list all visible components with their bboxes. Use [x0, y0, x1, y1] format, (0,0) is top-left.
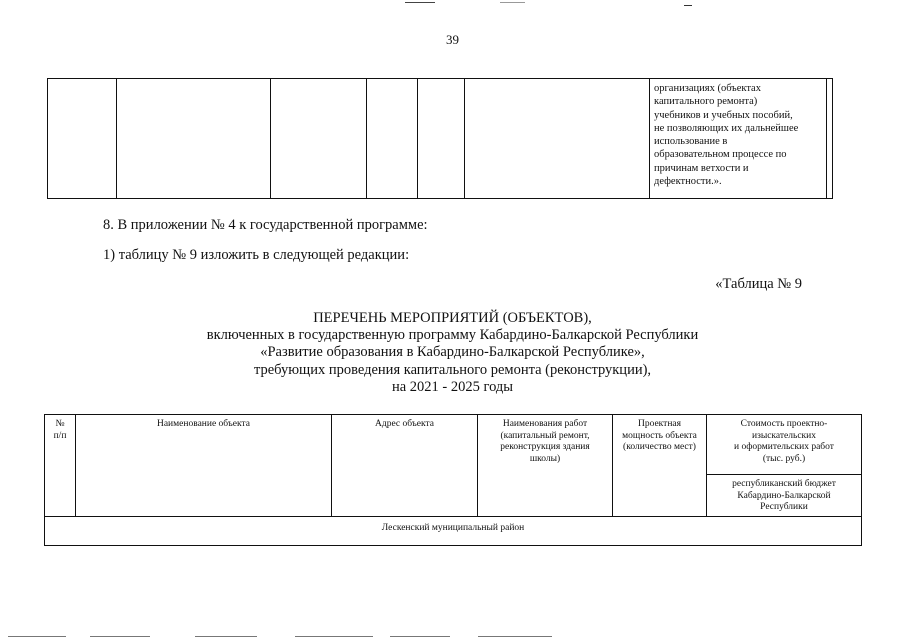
header-line: п/п — [53, 430, 67, 441]
header-line: Наименования работ — [502, 419, 588, 429]
header-line: № — [55, 419, 65, 429]
header-address — [332, 415, 478, 517]
scan-mark — [478, 636, 552, 637]
scan-mark — [8, 636, 66, 637]
header-line: мощность объекта — [622, 430, 697, 441]
header-cost-budget — [707, 475, 862, 517]
scan-mark — [405, 2, 435, 3]
empty-cell — [827, 79, 833, 199]
header-line: Наименование объекта — [156, 419, 250, 429]
header-line: и оформительских работ — [734, 442, 834, 453]
header-line: Проектная — [637, 419, 681, 429]
header-name — [76, 415, 332, 517]
header-capacity — [613, 415, 707, 517]
empty-cell — [367, 79, 418, 199]
text-line: капитального ремонта) — [654, 96, 758, 108]
header-line: изыскательских — [752, 430, 816, 441]
text-cell — [650, 79, 827, 199]
empty-cell — [48, 79, 117, 199]
header-cost — [707, 415, 862, 475]
header-line: реконструкция здания — [500, 442, 590, 453]
scan-mark — [195, 636, 257, 637]
empty-cell — [418, 79, 465, 199]
scan-mark — [90, 636, 150, 637]
scan-mark — [295, 636, 373, 637]
document-title — [0, 310, 905, 396]
paragraph-1: 1) таблицу № 9 изложить в следующей редакции: — [103, 247, 410, 263]
text-line: организациях (объектах — [654, 83, 761, 94]
header-line: республиканский бюджет — [732, 479, 836, 489]
continuation-table — [47, 78, 833, 199]
header-line: Стоимость проектно- — [740, 419, 828, 429]
header-line: Адрес объекта — [375, 419, 434, 429]
text-line: образовательном процессе по — [654, 149, 787, 161]
district-row: Лескенский муниципальный район — [45, 517, 862, 546]
title-line: на 2021 - 2025 годы — [391, 378, 514, 395]
objects-table — [44, 414, 862, 546]
text-line: причинам ветхости и — [654, 162, 749, 174]
text-line: учебников и учебных пособий, — [654, 109, 793, 121]
header-works — [478, 415, 613, 517]
header-line: Кабардино-Балкарской — [737, 490, 831, 501]
scan-mark — [390, 636, 450, 637]
empty-cell — [465, 79, 650, 199]
text-line: дефектности.». — [654, 176, 722, 188]
header-num — [45, 415, 76, 517]
page-number: 39 — [446, 32, 459, 47]
text-line: не позволяющих их дальнейшее — [654, 122, 799, 134]
text-line: использование в — [654, 136, 728, 148]
title-line: требующих проведения капитального ремонта (реконструкции), — [253, 361, 652, 378]
title-line: ПЕРЕЧЕНЬ МЕРОПРИЯТИЙ (ОБЪЕКТОВ), — [313, 310, 592, 326]
scan-mark — [684, 5, 692, 6]
title-line: включенных в государственную программу Кабардино-Балкарской Республики — [206, 327, 699, 344]
paragraph-8: 8. В приложении № 4 к государственной программе: — [103, 217, 428, 233]
empty-cell — [271, 79, 367, 199]
header-line: (количество мест) — [623, 442, 696, 453]
header-line: школы) — [529, 453, 561, 464]
header-line: (капитальный ремонт, — [500, 430, 590, 441]
header-line: Республики — [760, 502, 808, 513]
header-line: (тыс. руб.) — [762, 453, 806, 464]
table-label: «Таблица № 9 — [715, 276, 802, 292]
scan-mark — [500, 2, 525, 3]
continuation-text — [650, 79, 826, 188]
title-line: «Развитие образования в Кабардино-Балкарской Республике», — [260, 344, 645, 361]
empty-cell — [117, 79, 271, 199]
